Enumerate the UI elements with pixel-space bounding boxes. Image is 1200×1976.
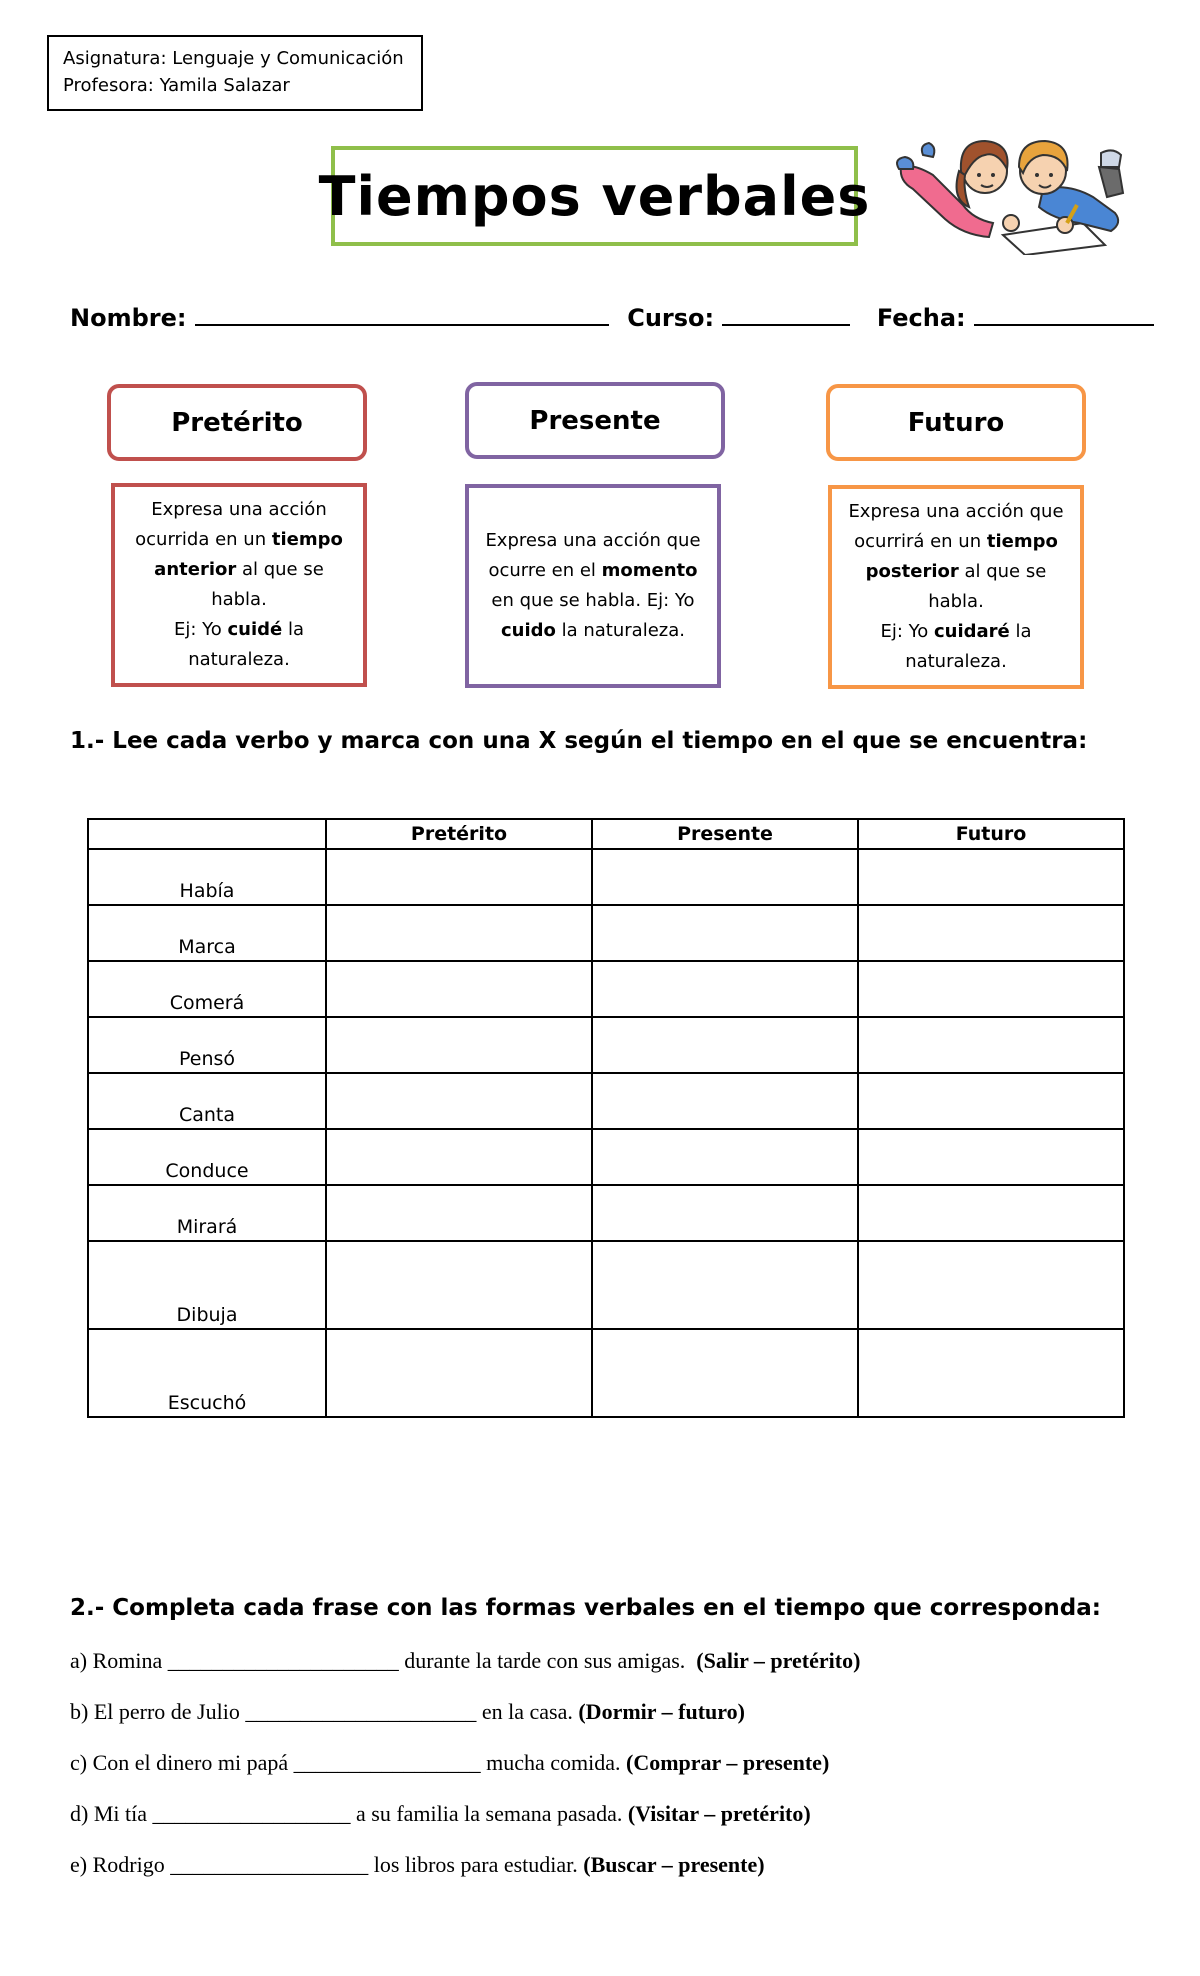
tense-header-futuro: Futuro [826, 384, 1086, 461]
sentence-text: c) Con el dinero mi papá [70, 1750, 294, 1775]
description-segment: la naturaleza. [188, 619, 304, 670]
bold-term: tiempo [271, 529, 343, 550]
table-row [88, 1329, 1124, 1417]
table-header-row [88, 819, 1124, 849]
answer-cell-futuro[interactable] [858, 905, 1124, 961]
description-segment: la naturaleza. [555, 620, 685, 641]
answer-cell-presente[interactable] [592, 1129, 858, 1185]
answer-blank[interactable]: __________________ [170, 1852, 369, 1877]
answer-cell-presente[interactable] [592, 849, 858, 905]
sentence-list [70, 1648, 1170, 1903]
verb-cell: Comerá [88, 961, 326, 1017]
answer-cell-futuro[interactable] [858, 849, 1124, 905]
name-field[interactable] [195, 302, 609, 326]
answer-cell-presente[interactable] [592, 1241, 858, 1329]
tense-description-futuro [828, 485, 1084, 689]
exercise1-title: 1.- Lee cada verbo y marca con una X según el tiempo en el que se encuentra: [70, 728, 1088, 754]
description-line [485, 616, 700, 646]
tense-header-presente: Presente [465, 382, 725, 459]
description-segment: Expresa una acción [151, 499, 327, 520]
answer-blank[interactable]: _________________ [293, 1750, 481, 1775]
verb-cell: Conduce [88, 1129, 326, 1185]
sentence-text: mucha comida. [480, 1750, 627, 1775]
subject-text: Asignatura: Lenguaje y Comunicación [63, 48, 404, 69]
answer-cell-presente[interactable] [592, 905, 858, 961]
exercise2-title: 2.- Completa cada frase con las formas verbales en el tiempo que corresponda: [70, 1595, 1101, 1621]
description-segment: en que se habla. Ej: Yo [491, 590, 695, 611]
answer-cell-futuro[interactable] [858, 1017, 1124, 1073]
answer-cell-presente[interactable] [592, 1073, 858, 1129]
header-cell-blank [88, 819, 326, 849]
sentence-item [70, 1801, 1170, 1852]
answer-cell-futuro[interactable] [858, 1329, 1124, 1417]
bold-term: anterior [154, 559, 237, 580]
header-cell-presente: Presente [592, 819, 858, 849]
description-segment: Ej: Yo [173, 619, 228, 640]
description-segment: ocurrida en un [135, 529, 272, 550]
description-line [485, 526, 700, 556]
bold-term: tiempo [986, 531, 1058, 552]
tense-header-preterito: Pretérito [107, 384, 367, 461]
answer-blank[interactable]: _____________________ [167, 1648, 399, 1673]
description-segment: ocurre en el [488, 560, 602, 581]
table-row [88, 905, 1124, 961]
course-label: Curso: [627, 304, 715, 332]
table-row [88, 961, 1124, 1017]
student-fields [70, 302, 1135, 332]
answer-cell-preterito[interactable] [326, 1017, 592, 1073]
bold-term: cuido [500, 620, 556, 641]
sentence-text: e) Rodrigo [70, 1852, 171, 1877]
answer-cell-futuro[interactable] [858, 1129, 1124, 1185]
verb-hint: (Salir – pretérito) [696, 1648, 861, 1673]
answer-cell-preterito[interactable] [326, 1073, 592, 1129]
header-cell-preterito: Pretérito [326, 819, 592, 849]
table-row [88, 1185, 1124, 1241]
answer-cell-futuro[interactable] [858, 1185, 1124, 1241]
sentence-item [70, 1750, 1170, 1801]
answer-cell-preterito[interactable] [326, 1129, 592, 1185]
answer-cell-futuro[interactable] [858, 1073, 1124, 1129]
verb-cell: Pensó [88, 1017, 326, 1073]
description-line [485, 586, 700, 616]
description-line [842, 647, 1070, 677]
answer-cell-presente[interactable] [592, 1017, 858, 1073]
description-line [842, 527, 1070, 557]
answer-cell-preterito[interactable] [326, 1185, 592, 1241]
sentence-item [70, 1648, 1170, 1699]
description-segment: al que se habla. [211, 559, 324, 610]
tense-description-text [842, 497, 1070, 677]
answer-blank[interactable]: __________________ [152, 1801, 351, 1826]
verb-table [87, 818, 1125, 1418]
description-segment: ocurrirá en un [854, 531, 987, 552]
description-line [485, 556, 700, 586]
description-segment: la [1009, 621, 1032, 642]
verb-hint: (Comprar – presente) [626, 1750, 830, 1775]
description-segment: al que se habla. [928, 561, 1047, 612]
verb-cell: Marca [88, 905, 326, 961]
answer-cell-futuro[interactable] [858, 961, 1124, 1017]
answer-cell-preterito[interactable] [326, 961, 592, 1017]
bold-term: cuidaré [933, 621, 1010, 642]
verb-hint: (Visitar – pretérito) [627, 1801, 811, 1826]
description-line [842, 617, 1070, 647]
answer-cell-preterito[interactable] [326, 1329, 592, 1417]
course-field[interactable] [722, 302, 850, 326]
sentence-text: d) Mi tía [70, 1801, 153, 1826]
answer-cell-preterito[interactable] [326, 905, 592, 961]
description-line [125, 555, 353, 615]
sentence-item [70, 1699, 1170, 1750]
bold-term: momento [601, 560, 698, 581]
sentence-text: b) El perro de Julio [70, 1699, 246, 1724]
page-title: Tiempos verbales [318, 164, 871, 228]
sentence-text: los libros para estudiar. [368, 1852, 584, 1877]
name-label: Nombre: [70, 304, 187, 332]
answer-cell-presente[interactable] [592, 1185, 858, 1241]
verb-cell: Canta [88, 1073, 326, 1129]
header-cell-futuro: Futuro [858, 819, 1124, 849]
date-label: Fecha: [876, 304, 966, 332]
verb-hint: (Buscar – presente) [583, 1852, 765, 1877]
date-field[interactable] [974, 302, 1154, 326]
table-row [88, 1017, 1124, 1073]
tense-description-presente [465, 484, 721, 688]
table-row [88, 1129, 1124, 1185]
kids-reading-illustration [893, 127, 1125, 255]
tense-description-text [125, 495, 353, 675]
description-segment: Expresa una acción que [485, 530, 701, 551]
answer-blank[interactable]: _____________________ [245, 1699, 477, 1724]
header-info-box [47, 35, 423, 111]
table-row [88, 849, 1124, 905]
description-segment: Expresa una acción que [848, 501, 1064, 522]
title-box [318, 146, 871, 246]
answer-cell-futuro[interactable] [858, 1241, 1124, 1329]
answer-cell-presente[interactable] [592, 961, 858, 1017]
verb-cell: Escuchó [88, 1329, 326, 1417]
tense-description-text [485, 526, 700, 646]
sentence-item [70, 1852, 1170, 1903]
sentence-text: a su familia la semana pasada. [350, 1801, 628, 1826]
description-line [125, 525, 353, 555]
verb-hint: (Dormir – futuro) [578, 1699, 745, 1724]
sentence-text: a) Romina [70, 1648, 168, 1673]
answer-cell-preterito[interactable] [326, 849, 592, 905]
verb-cell: Dibuja [88, 1241, 326, 1329]
description-line [125, 615, 353, 675]
bold-term: posterior [865, 561, 959, 582]
tense-description-preterito [111, 483, 367, 687]
bold-term: cuidé [227, 619, 283, 640]
verb-cell: Había [88, 849, 326, 905]
description-line [125, 495, 353, 525]
answer-cell-preterito[interactable] [326, 1241, 592, 1329]
teacher-text: Profesora: Yamila Salazar [63, 75, 290, 96]
table-row [88, 1241, 1124, 1329]
table-row [88, 1073, 1124, 1129]
verb-cell: Mirará [88, 1185, 326, 1241]
description-segment: naturaleza. [905, 651, 1007, 672]
sentence-text: durante la tarde con sus amigas. [398, 1648, 697, 1673]
description-segment: Ej: Yo [880, 621, 934, 642]
answer-cell-presente[interactable] [592, 1329, 858, 1417]
description-line [842, 497, 1070, 527]
sentence-text: en la casa. [476, 1699, 579, 1724]
description-line [842, 557, 1070, 617]
